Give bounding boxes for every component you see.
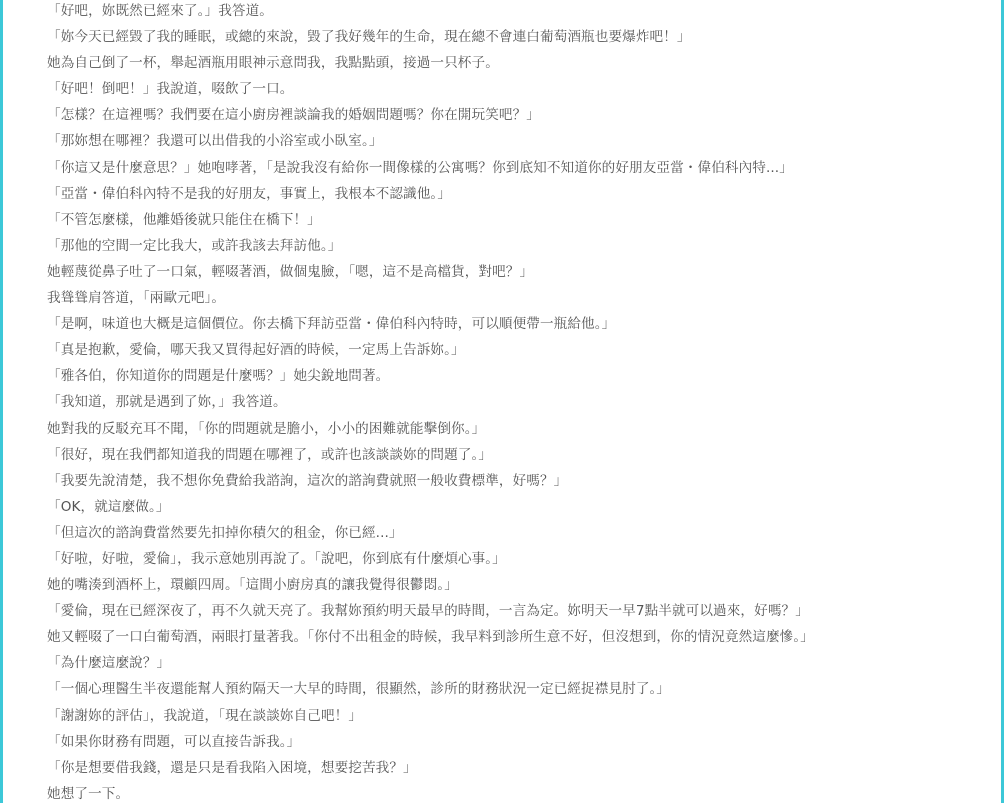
paragraph: 「好吧，妳既然已經來了。」我答道。 (47, 3, 273, 19)
paragraph: 「很好，現在我們都知道我的問題在哪裡了，或許也該談談妳的問題了。」 (47, 446, 493, 463)
paragraph: 「你是想要借我錢，還是只是看我陷入困境，想要挖苦我？」 (47, 759, 417, 776)
story-text (47, 1, 981, 803)
paragraph: 「如果你財務有問題，可以直接告訴我。」 (47, 733, 301, 750)
paragraph: 「愛倫，現在已經深夜了，再不久就天亮了。我幫妳預約明天最早的時間，一言為定。妳明天一早7點半就可以過來，好嗎？」 (47, 603, 809, 620)
paragraph: 「為什麼這麼說？」 (47, 655, 171, 672)
paragraph: 「但這次的諮詢費當然要先扣掉你積欠的租金，你已經...」 (47, 524, 403, 541)
paragraph: 「那妳想在哪裡？我還可以出借我的小浴室或小臥室。」 (47, 133, 383, 150)
paragraph: 她輕蔑從鼻子吐了一口氣，輕啜著酒，做個鬼臉，「嗯，這不是高檔貨，對吧？」 (47, 263, 534, 280)
paragraph: 「謝謝妳的評估」，我說道，「現在談談妳自己吧！」 (47, 707, 363, 724)
paragraph: 「我知道，那就是遇到了妳，」我答道。 (47, 394, 287, 411)
paragraph: 「一個心理醫生半夜還能幫人預約隔天一大早的時間，很顯然，診所的財務狀況一定已經捉襟見肘了。」 (47, 681, 671, 698)
paragraph: 「亞當・偉伯科內特不是我的好朋友，事實上，我根本不認識他。」 (47, 185, 452, 202)
paragraph: 她又輕啜了一口白葡萄酒，兩眼打量著我。「你付不出租金的時候，我早料到診所生意不好，但沒想到，你的情況竟然這麼慘。」 (47, 629, 814, 646)
paragraph: 我聳聳肩答道，「兩歐元吧」。 (47, 290, 226, 307)
paragraph: 「好啦，好啦，愛倫」，我示意她別再說了。「說吧，你到底有什麼煩心事。」 (47, 550, 506, 567)
paragraph: 「你這又是什麼意思？」她咆哮著，「是說我沒有給你一間像樣的公寓嗎？你到底知不知道你的好朋友亞當・偉伯科內特...」 (47, 159, 793, 176)
paragraph: 「怎樣？在這裡嗎？我們要在這小廚房裡談論我的婚姻問題嗎？你在開玩笑吧？」 (47, 107, 540, 124)
paragraph: 「妳今天已經毀了我的睡眠，或總的來說，毀了我好幾年的生命，現在總不會連白葡萄酒瓶也要爆炸吧！」 (47, 29, 691, 46)
paragraph: 「是啊，味道也大概是這個價位。你去橋下拜訪亞當・偉伯科內特時，可以順便帶一瓶給他。」 (47, 316, 616, 333)
paragraph: 她的嘴湊到酒杯上，環顧四周。「這間小廚房真的讓我覺得很鬱悶。」 (47, 577, 458, 594)
paragraph: 「OK，就這麼做。」 (47, 498, 170, 515)
paragraph: 「雅各伯，你知道你的問題是什麼嗎？」她尖銳地問著。 (47, 368, 390, 385)
paragraph: 「好吧！倒吧！」我說道，啜飲了一口。 (47, 81, 294, 98)
paragraph: 「那他的空間一定比我大，或許我該去拜訪他。」 (47, 237, 342, 254)
paragraph: 「真是抱歉，愛倫，哪天我又買得起好酒的時候，一定馬上告訴妳。」 (47, 342, 465, 359)
paragraph: 她想了一下。 (47, 785, 130, 802)
paragraph: 「不管怎麼樣，他離婚後就只能住在橋下！」 (47, 211, 321, 228)
paragraph: 她對我的反駁充耳不聞，「你的問題就是膽小，小小的困難就能擊倒你。」 (47, 420, 486, 437)
paragraph: 她為自己倒了一杯，舉起酒瓶用眼神示意問我，我點點頭，接過一只杯子。 (47, 55, 499, 72)
paragraph: 「我要先說清楚，我不想你免費給我諮詢，這次的諮詢費就照一般收費標準，好嗎？」 (47, 472, 568, 489)
